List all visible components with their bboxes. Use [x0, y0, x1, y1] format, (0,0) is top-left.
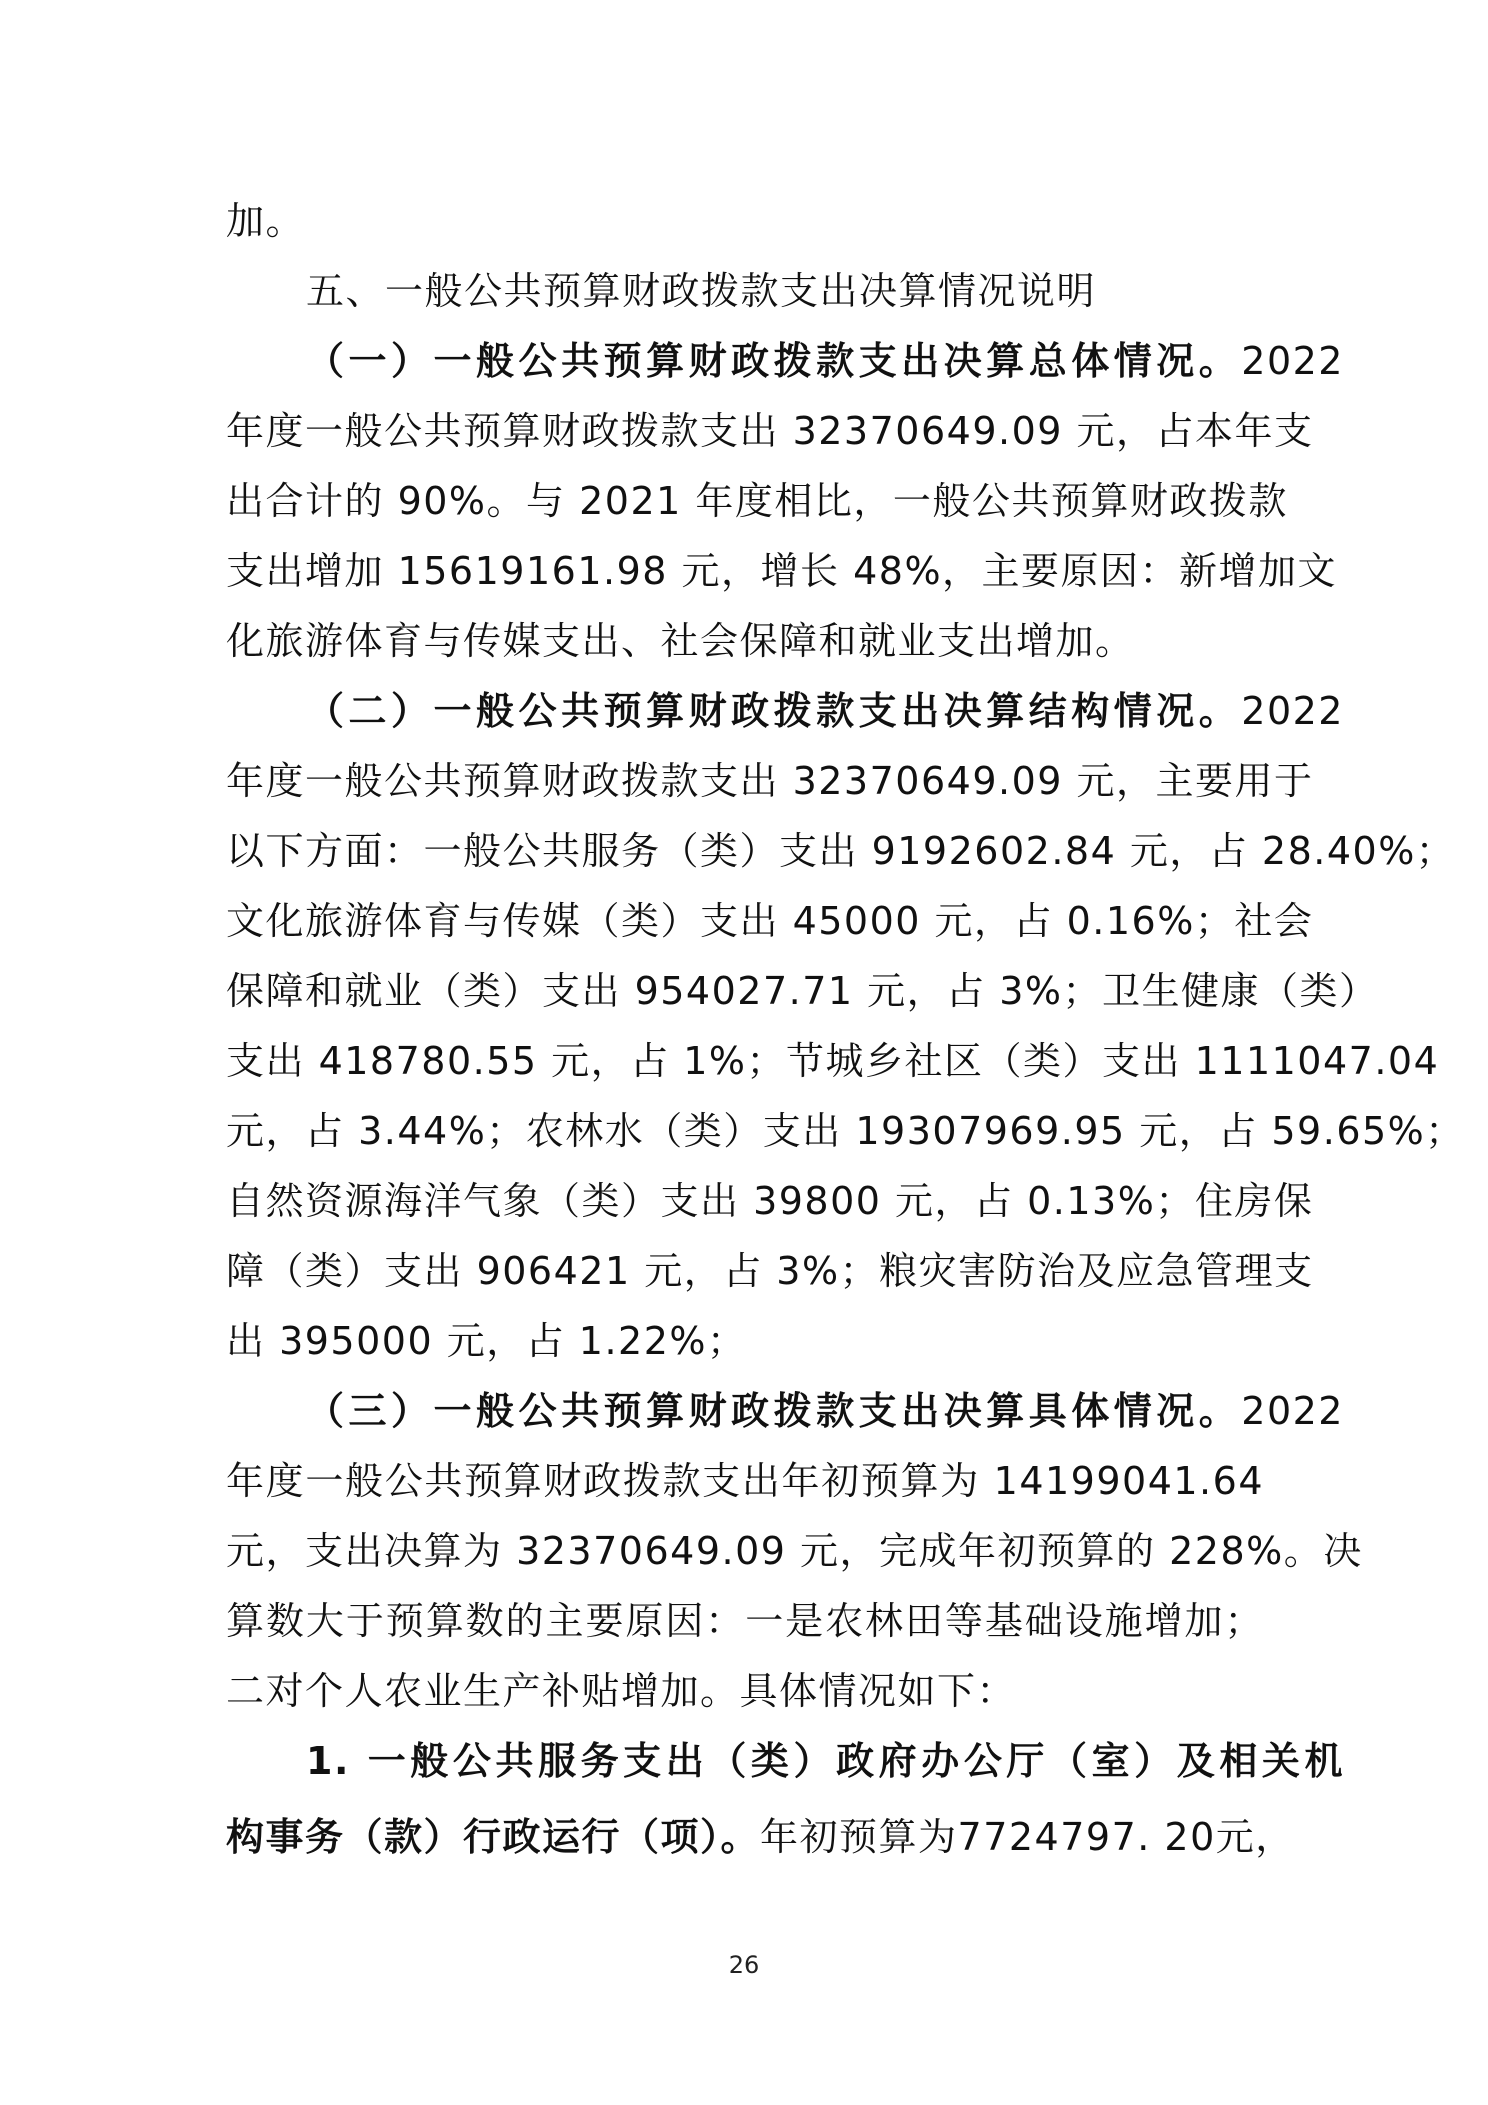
- subsection-heading: [226, 1384, 1344, 1438]
- section-heading: 五、一般公共预算财政拨款支出决算情况说明: [306, 269, 1097, 313]
- paragraph-line: 年度一般公共预算财政拨款支出年初预算为 14199041.64: [226, 1459, 1264, 1503]
- paragraph-line: 出合计的 90%。与 2021 年度相比，一般公共预算财政拨款: [226, 479, 1288, 523]
- heading-tail-text: 2022: [1241, 339, 1344, 383]
- heading-tail-text: 2022: [1241, 1389, 1344, 1433]
- paragraph-line: 以下方面：一般公共服务（类）支出 9192602.84 元，占 28.40%；: [226, 829, 1456, 873]
- paragraph-line: 障（类）支出 906421 元，占 3%；粮灾害防治及应急管理支: [226, 1249, 1314, 1293]
- page-number: 26: [728, 1951, 760, 1979]
- paragraph-line: 支出增加 15619161.98 元，增长 48%，主要原因：新增加文: [226, 549, 1338, 593]
- subsection-heading: [226, 684, 1344, 738]
- heading-tail-text: 年初预算为7724797. 20元，: [760, 1815, 1295, 1859]
- item-heading: 1. 一般公共服务支出（类）政府办公厅（室）及相关机: [306, 1739, 1344, 1783]
- subsection-heading: [226, 334, 1344, 388]
- heading-bold-text: （二）一般公共预算财政拨款支出决算结构情况。: [306, 689, 1242, 733]
- paragraph-line: 元，占 3.44%；农林水（类）支出 19307969.95 元，占 59.65%；: [226, 1109, 1465, 1153]
- paragraph-line: 年度一般公共预算财政拨款支出 32370649.09 元，占本年支: [226, 409, 1314, 453]
- paragraph-line: 元，支出决算为 32370649.09 元，完成年初预算的 228%。决: [226, 1529, 1363, 1573]
- paragraph-line: 保障和就业（类）支出 954027.71 元，占 3%；卫生健康（类）: [226, 969, 1379, 1013]
- paragraph-line: 文化旅游体育与传媒（类）支出 45000 元，占 0.16%；社会: [226, 899, 1314, 943]
- heading-tail-text: 2022: [1241, 689, 1344, 733]
- heading-bold-text: （一）一般公共预算财政拨款支出决算总体情况。: [306, 339, 1242, 383]
- paragraph-line: 出 395000 元，占 1.22%；: [226, 1319, 747, 1363]
- paragraph-line: 二对个人农业生产补贴增加。具体情况如下：: [226, 1669, 1017, 1713]
- item-heading-continued: [226, 1810, 1295, 1864]
- heading-bold-text: 构事务（款）行政运行（项）。: [226, 1815, 761, 1859]
- paragraph-line: 支出 418780.55 元，占 1%；节城乡社区（类）支出 1111047.04: [226, 1039, 1440, 1083]
- paragraph-line: 加。: [226, 199, 306, 243]
- paragraph-line: 算数大于预算数的主要原因：一是农林田等基础设施增加；: [226, 1599, 1264, 1643]
- heading-bold-text: （三）一般公共预算财政拨款支出决算具体情况。: [306, 1389, 1242, 1433]
- paragraph-line: 自然资源海洋气象（类）支出 39800 元，占 0.13%；住房保: [226, 1179, 1314, 1223]
- paragraph-line: 年度一般公共预算财政拨款支出 32370649.09 元，主要用于: [226, 759, 1314, 803]
- paragraph-line: 化旅游体育与传媒支出、社会保障和就业支出增加。: [226, 619, 1135, 663]
